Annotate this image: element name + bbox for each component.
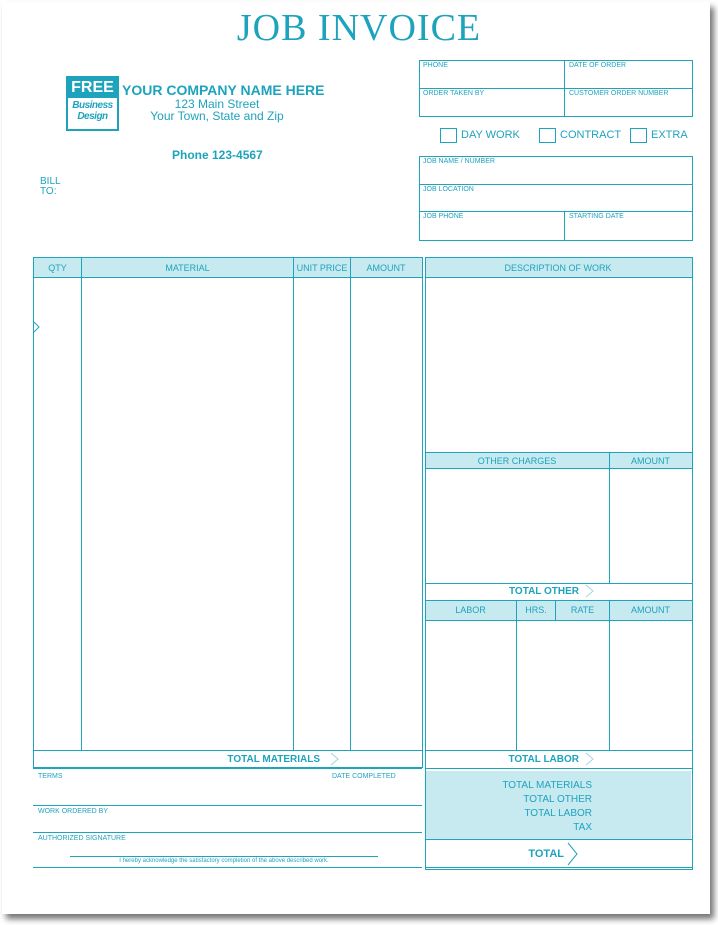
arrow-icon — [567, 842, 579, 866]
divider — [609, 452, 610, 583]
divider — [419, 211, 692, 212]
logo-line1: Business — [72, 100, 113, 111]
total-labor-label: TOTAL LABOR — [508, 754, 579, 765]
summary-total-materials: TOTAL MATERIALS — [502, 780, 592, 791]
arrow-icon — [330, 752, 340, 766]
rate-header: RATE — [570, 605, 595, 615]
job-location-field[interactable]: JOB LOCATION — [423, 186, 474, 193]
divider — [609, 600, 610, 750]
date-of-order-field[interactable]: DATE OF ORDER — [569, 62, 627, 69]
page-title: JOB INVOICE — [236, 7, 482, 49]
description-of-work-header: DESCRIPTION OF WORK — [504, 263, 612, 273]
divider — [33, 832, 422, 833]
arrow-icon — [585, 752, 595, 766]
other-charges-header: OTHER CHARGES — [477, 456, 557, 466]
unit-price-header: UNIT PRICE — [296, 263, 348, 273]
day-work-checkbox[interactable] — [440, 128, 457, 143]
divider — [33, 805, 422, 806]
terms-field[interactable]: TERMS — [38, 773, 63, 780]
job-name-field[interactable]: JOB NAME / NUMBER — [423, 158, 495, 165]
bill-to-line1: BILL — [40, 176, 61, 187]
divider — [81, 257, 82, 750]
divider — [425, 768, 692, 769]
labor-header: LABOR — [455, 605, 486, 615]
company-name: YOUR COMPANY NAME HERE — [122, 82, 325, 98]
job-info-box — [419, 156, 693, 241]
summary-total-other: TOTAL OTHER — [523, 794, 592, 805]
summary-total-labor: TOTAL LABOR — [524, 808, 592, 819]
other-amount-header: AMOUNT — [631, 456, 670, 466]
contract-label: CONTRACT — [560, 129, 622, 141]
company-city: Your Town, State and Zip — [150, 109, 284, 123]
divider — [33, 768, 422, 769]
divider — [516, 600, 517, 750]
summary-total: TOTAL — [528, 848, 564, 860]
order-taken-by-field[interactable]: ORDER TAKEN BY — [423, 90, 485, 97]
work-ordered-by-field[interactable]: WORK ORDERED BY — [38, 808, 109, 815]
extra-checkbox[interactable] — [630, 128, 647, 143]
signature-line — [70, 856, 378, 857]
logo-free-text: FREE — [68, 78, 117, 98]
job-phone-field[interactable]: JOB PHONE — [423, 213, 464, 220]
summary-tax: TAX — [573, 822, 592, 833]
acknowledge-text: I hereby acknowledge the satisfactory completion of the above described work. — [119, 858, 329, 864]
hrs-header: HRS. — [525, 605, 547, 615]
materials-table — [33, 257, 423, 768]
customer-order-number-field[interactable]: CUSTOMER ORDER NUMBER — [569, 90, 669, 97]
divider — [425, 583, 692, 584]
divider — [33, 750, 422, 751]
divider — [350, 257, 351, 750]
qty-header: QTY — [48, 263, 67, 273]
logo — [66, 76, 119, 131]
divider — [419, 184, 692, 185]
divider — [425, 867, 692, 868]
material-header: MATERIAL — [165, 263, 210, 273]
phone-field[interactable]: PHONE — [423, 62, 448, 69]
divider — [293, 257, 294, 750]
divider — [425, 750, 692, 751]
authorized-signature-field[interactable]: AUTHORIZED SIGNATURE — [38, 835, 126, 842]
total-materials-label: TOTAL MATERIALS — [227, 754, 320, 765]
bill-to-line2: TO: — [40, 186, 57, 197]
company-phone: Phone 123-4567 — [172, 148, 263, 162]
starting-date-field[interactable]: STARTING DATE — [569, 213, 624, 220]
divider — [425, 839, 692, 840]
amount-header: AMOUNT — [366, 263, 406, 273]
divider — [419, 88, 692, 89]
date-completed-field[interactable]: DATE COMPLETED — [332, 773, 396, 780]
labor-amount-header: AMOUNT — [631, 605, 670, 615]
total-other-label: TOTAL OTHER — [509, 586, 579, 597]
bill-to-label — [40, 177, 61, 197]
day-work-label: DAY WORK — [461, 129, 520, 141]
divider — [33, 867, 422, 868]
margin-arrow-icon — [33, 321, 41, 333]
contract-checkbox[interactable] — [539, 128, 556, 143]
logo-line2: Design — [77, 111, 108, 122]
arrow-icon — [585, 584, 595, 598]
extra-label: EXTRA — [651, 129, 688, 141]
company-street: 123 Main Street — [174, 97, 260, 111]
divider — [564, 211, 565, 240]
